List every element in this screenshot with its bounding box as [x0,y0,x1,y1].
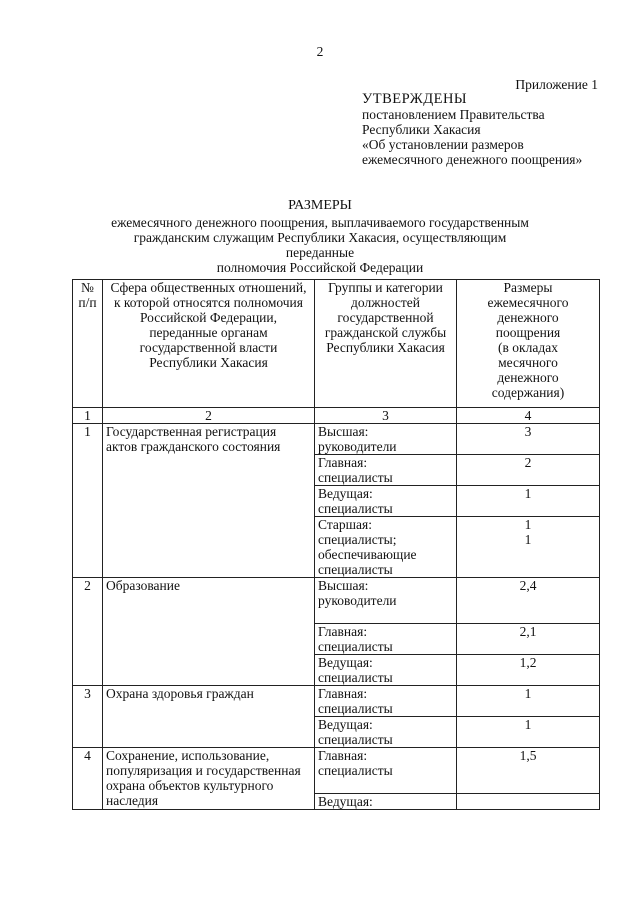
cell-line: Охрана здоровья граждан [106,686,254,701]
cell-line: поощрения [495,325,561,340]
cell-line: Главная: [318,624,368,639]
group-cell [315,717,457,748]
cell-line: охрана объектов культурного [106,778,274,793]
cell-line: № [81,280,94,295]
cell-line: Ведущая: [318,486,373,501]
cell-line: месячного [498,355,558,370]
value-cell [457,578,600,624]
cell-line: специалисты [318,639,393,654]
sphere-cell [103,686,315,748]
cell-line: Размеры [503,280,553,295]
cell-line: содержания) [491,385,565,400]
cell-line: специалисты [318,670,393,685]
cell-line: Сохранение, использование, [106,748,270,763]
group-cell [315,424,457,455]
row-number: 4 [73,748,103,810]
cell-line: Ведущая: [318,794,373,809]
header-cell [457,280,600,408]
cell-line: Государственная регистрация [106,424,277,439]
cell-line: популяризация и государственная [106,763,301,778]
cell-line: Образование [106,578,180,593]
cell-line: Российской Федерации, [139,310,278,325]
value-cell [457,686,600,717]
cell-line: специалисты; [318,532,397,547]
cell-line: 2,1 [519,624,537,639]
cell-line [318,608,453,623]
group-cell [315,624,457,655]
cell-line: руководители [318,439,397,454]
subtitle-line: ежемесячного денежного поощрения, выплачиваемого государственным [111,215,529,230]
cell-line: наследия [106,793,159,808]
row-number: 3 [73,686,103,748]
cell-line: Главная: [318,748,368,763]
cell-line: 2,4 [519,578,537,593]
page-number: 2 [316,44,324,59]
table-row [73,686,600,717]
table-row [73,578,600,624]
cell-line: специалисты [318,470,393,485]
subtitle-line: полномочия Российской Федерации [216,260,424,275]
cell-line: (в окладах [498,340,558,355]
cell-line: денежного [497,370,559,385]
cell-line [460,794,596,809]
cell-line: Главная: [318,686,368,701]
column-index: 4 [457,408,600,424]
group-cell [315,517,457,578]
sphere-cell [103,578,315,686]
cell-line: гражданской службы [324,325,447,340]
cell-line: п/п [78,295,97,310]
value-cell [457,794,600,810]
cell-line: Сфера общественных отношений, [110,280,307,295]
cell-line: 1 [524,517,532,532]
value-cell [457,624,600,655]
cell-line: специалисты [318,732,393,747]
payment-table [72,279,600,810]
cell-line: специалисты [318,763,393,778]
cell-line: Ведущая: [318,655,373,670]
cell-line: Республики Хакасия [326,340,445,355]
cell-line: государственной власти [139,340,278,355]
table-row [73,424,600,455]
header-cell [103,280,315,408]
cell-line: Высшая: [318,578,369,593]
cell-line: 1 [524,686,532,701]
value-cell [457,748,600,794]
cell-line: 3 [524,424,532,439]
sphere-cell [103,748,315,810]
cell-line: специалисты [318,701,393,716]
cell-line: руководители [318,593,397,608]
approval-heading: УТВЕРЖДЕНЫ [362,91,468,107]
group-cell [315,455,457,486]
cell-line: денежного [497,310,559,325]
approval-line: «Об установлении размеров [362,137,524,152]
cell-line: должностей [351,295,420,310]
value-cell [457,655,600,686]
cell-line: актов гражданского состояния [106,439,281,454]
table-body [73,424,600,810]
cell-line: к которой относятся полномочия [114,295,303,310]
cell-line: 1,2 [519,655,537,670]
cell-line: Высшая: [318,424,369,439]
cell-line: обеспечивающие [318,547,417,562]
cell-line: Старшая: [318,517,372,532]
value-cell [457,455,600,486]
cell-line [318,778,453,793]
group-cell [315,686,457,717]
group-cell [315,748,457,794]
column-index: 1 [73,408,103,424]
document-title: РАЗМЕРЫ [288,198,352,213]
value-cell [457,717,600,748]
subtitle-line: гражданским служащим Республики Хакасия, осуществляющим переданные [133,230,507,260]
cell-line: 2 [524,455,532,470]
table-row [73,748,600,794]
group-cell [315,655,457,686]
approval-line: Республики Хакасия [362,122,481,137]
cell-line: ежемесячного [487,295,569,310]
column-index: 2 [103,408,315,424]
group-cell [315,578,457,624]
value-cell [457,424,600,455]
cell-line: государственной [337,310,434,325]
cell-line: Ведущая: [318,717,373,732]
group-cell [315,486,457,517]
cell-line: Главная: [318,455,368,470]
cell-line: Группы и категории [328,280,443,295]
value-cell [457,517,600,578]
appendix-label: Приложение 1 [515,77,598,92]
column-index: 3 [315,408,457,424]
cell-line: 1 [524,486,532,501]
approval-line: постановлением Правительства [362,107,545,122]
cell-line: 1,5 [519,748,537,763]
table-header-row [73,280,600,408]
value-cell [457,486,600,517]
row-number: 2 [73,578,103,686]
column-index-row [73,408,600,424]
header-cell [315,280,457,408]
sphere-cell [103,424,315,578]
cell-line: 1 [524,717,532,732]
approval-block [362,92,622,167]
group-cell [315,794,457,810]
row-number: 1 [73,424,103,578]
header-cell [73,280,103,408]
cell-line: Республики Хакасия [149,355,268,370]
approval-line: ежемесячного денежного поощрения» [362,152,583,167]
cell-line: 1 [524,532,532,547]
cell-line: переданные органам [149,325,268,340]
cell-line: специалисты [318,501,393,516]
document-subtitle [100,215,540,275]
cell-line: специалисты [318,562,393,577]
